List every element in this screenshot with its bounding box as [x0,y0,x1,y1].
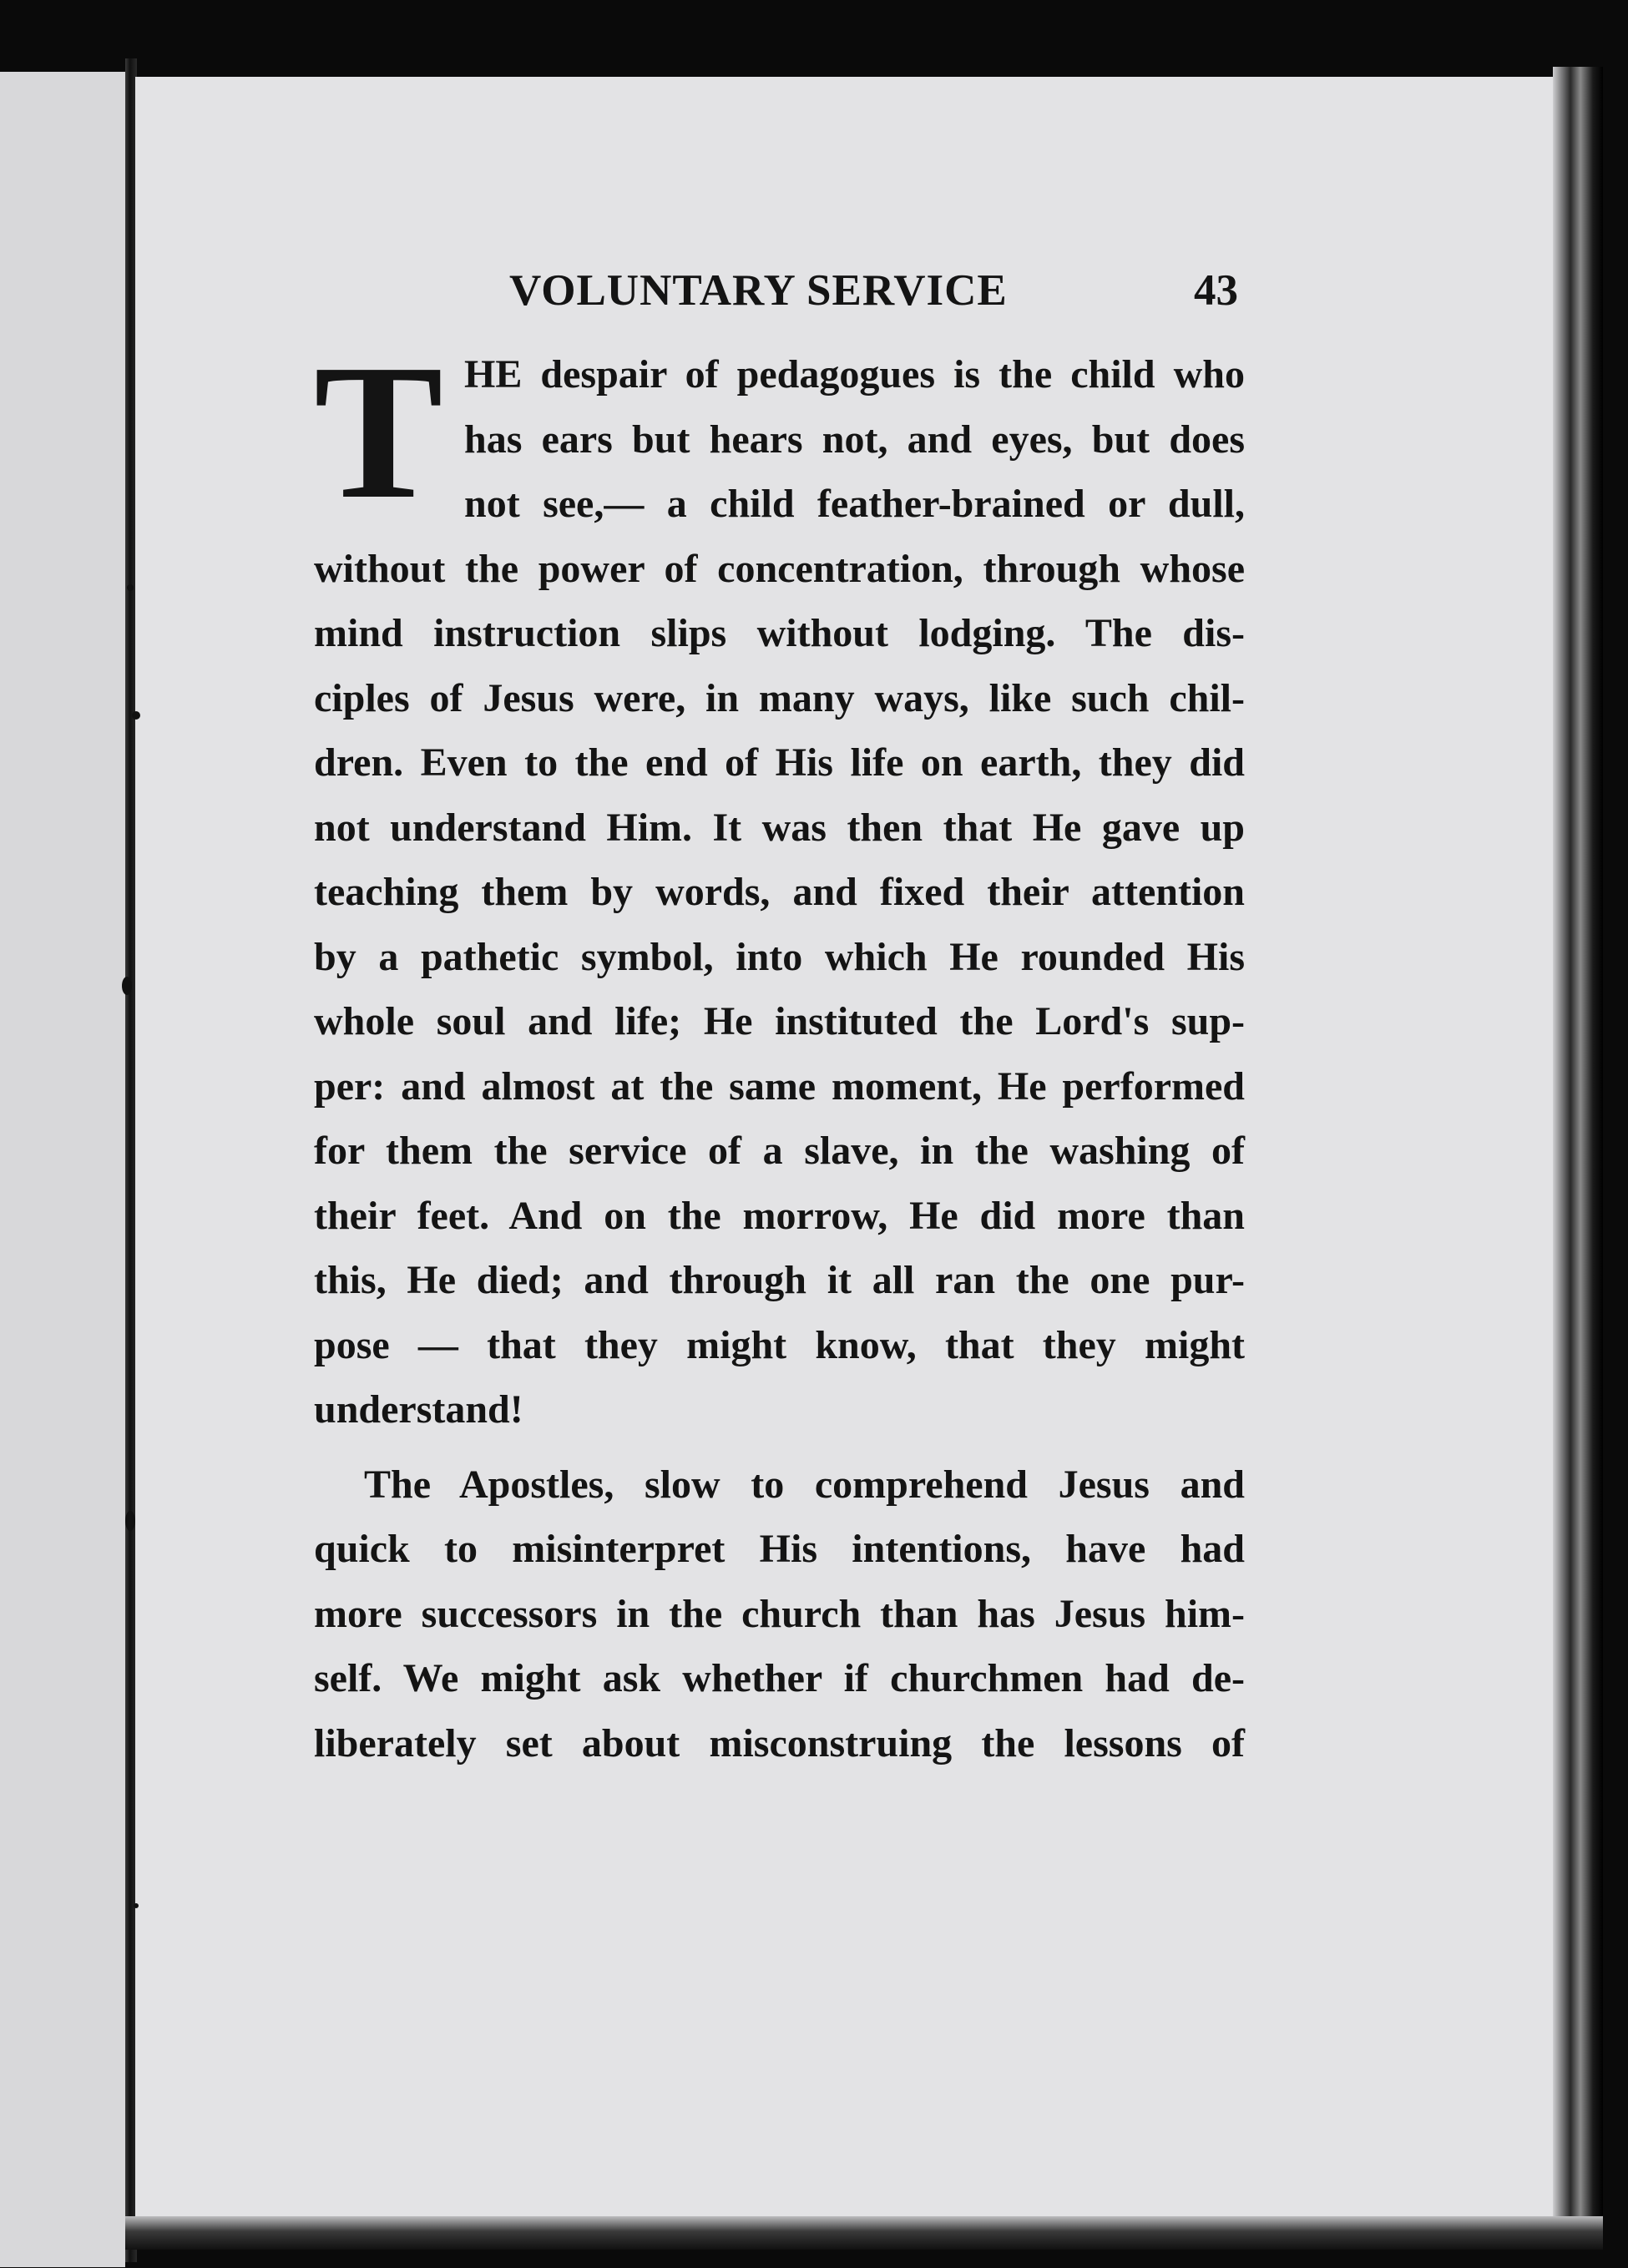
text-line: without the power of concentration, through whose [314,546,1245,591]
text-line: liberately set about misconstruing the lessons of [314,1720,1245,1765]
text-line: understand! [314,1387,523,1432]
text-line: mind instruction slips without lodging. The dis- [314,611,1245,655]
text-line: ciples of Jesus were, in many ways, like such chil- [314,675,1245,720]
text-line: self. We might ask whether if churchmen had de- [314,1656,1245,1700]
previous-page-edge [0,72,125,2267]
text-line: dren. Even to the end of His life on earth, they did [314,740,1245,785]
text-line: The Apostles, slow to comprehend Jesus and [364,1462,1245,1507]
text-line: their feet. And on the morrow, He did more than [314,1193,1245,1238]
text-line: has ears but hears not, and eyes, but does [464,417,1245,462]
text-line: not see,— a child feather-brained or dull, [464,482,1245,526]
scan-specks [117,584,150,2170]
text-line: pose — that they might know, that they might [314,1322,1245,1367]
body-text [314,325,1245,1776]
drop-cap-letter: T [314,325,443,539]
text-line: per: and almost at the same moment, He performed [314,1063,1245,1109]
page-edge-right [1553,67,1603,2237]
page-number: 43 [1194,266,1238,315]
text-line: more successors in the church than has Jesus him- [314,1591,1245,1636]
text-line: HE despair of pedagogues is the child who [464,352,1245,397]
text-line: whole soul and life; He instituted the Lord's sup- [314,999,1245,1043]
running-header-title: VOLUNTARY SERVICE [509,266,1008,315]
text-line: teaching them by words, and fixed their attention [314,870,1245,914]
paragraph-gap [314,1442,1245,1452]
text-line: this, He died; and through it all ran the one pur- [314,1258,1245,1302]
text-line: quick to misinterpret His intentions, have had [314,1527,1245,1571]
text-line: by a pathetic symbol, into which He rounded His [314,934,1245,979]
text-line: not understand Him. It was then that He gave up [314,805,1245,850]
page-edge-bottom [125,2216,1603,2250]
text-line: for them the service of a slave, in the washing of [314,1129,1245,1173]
